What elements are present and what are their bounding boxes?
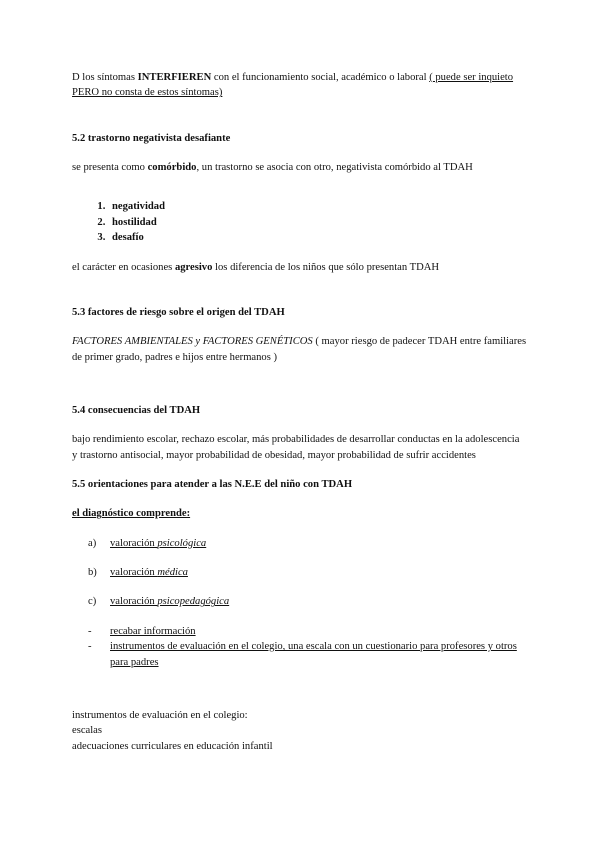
footer-line: adecuaciones curriculares en educación infantil: [72, 740, 273, 752]
text: se presenta como: [72, 162, 148, 174]
footer-line: escalas: [72, 725, 102, 737]
heading-5-5: 5.5 orientaciones para atender a las N.E.E del niño con TDAH: [72, 479, 353, 491]
paragraph-comorbid: [72, 160, 527, 175]
italic-text: psicopedagógica: [157, 596, 230, 608]
paragraph-symptoms: [72, 70, 527, 101]
paragraph-consequences: bajo rendimiento escolar, rechazo escolar, más probabilidades de desarrollar conductas en la adolescencia y trastorno antisocial, mayor probabilidad de obesidad, mayor probabilidad de sufrir accidentes: [72, 434, 520, 461]
list-marker: -: [88, 641, 92, 653]
list-item: 3. desafío: [108, 230, 527, 245]
list-item-text: instrumentos de evaluación en el colegio, una escala con un cuestionario para profesores y otros para padres: [110, 641, 517, 668]
italic-text: psicológica: [157, 537, 207, 549]
underlined-text: ( puede ser inquieto PERO no consta de estos síntomas): [72, 72, 514, 99]
list-item: 2. hostilidad: [108, 215, 527, 230]
bold-text: agresivo: [174, 261, 213, 273]
alpha-list-item: [72, 565, 527, 580]
dash-list-item: [72, 639, 527, 670]
list-item-text: [110, 565, 188, 580]
footer-line: instrumentos de evaluación en el colegio:: [72, 709, 248, 721]
alpha-list: [72, 536, 527, 610]
heading-5-3: 5.3 factores de riesgo sobre el origen del TDAH: [72, 306, 285, 318]
list-item-text: [110, 594, 229, 609]
list-item-text: [110, 536, 206, 551]
alpha-list-item: [72, 594, 527, 609]
text: valoración: [110, 567, 158, 579]
subheading-diagnosis: el diagnóstico comprende:: [72, 508, 191, 520]
list-item: 1. negatividad: [108, 199, 527, 214]
text: D los síntomas: [72, 72, 138, 83]
text: valoración: [110, 596, 158, 608]
italic-text: FACTORES AMBIENTALES y FACTORES GENÉTICOS: [72, 336, 313, 348]
list-marker: b): [88, 567, 97, 579]
bold-text: INTERFIEREN: [137, 72, 212, 83]
heading-5-4: 5.4 consecuencias del TDAH: [72, 404, 201, 416]
heading-5-2: 5.2 trastorno negativista desafiante: [72, 132, 231, 144]
dash-list: [72, 624, 527, 670]
text: ( mayor riesgo de padecer TDAH entre familiares de primer grado, padres e hijos entre hermanos ): [72, 336, 527, 363]
paragraph-risk-factors: [72, 334, 527, 365]
text: el carácter en ocasiones: [72, 261, 175, 273]
alpha-list-item: [72, 536, 527, 551]
text: con el funcionamiento social, académico o laboral: [211, 72, 430, 83]
text: los diferencia de los niños que sólo presentan TDAH: [212, 261, 440, 273]
dash-list-item: [72, 624, 527, 639]
italic-text: médica: [157, 567, 188, 579]
numbered-list: [72, 199, 527, 245]
list-marker: a): [88, 537, 97, 549]
text: valoración: [110, 537, 158, 549]
list-marker: c): [88, 596, 97, 608]
footer-notes: [72, 708, 527, 754]
text: , un trastorno se asocia con otro, negativista comórbido al TDAH: [196, 162, 473, 174]
list-item-text: recabar información: [110, 625, 196, 637]
document-page: [72, 70, 527, 754]
bold-text: comórbido: [147, 162, 197, 174]
list-marker: -: [88, 625, 92, 637]
paragraph-aggressive: [72, 260, 527, 275]
